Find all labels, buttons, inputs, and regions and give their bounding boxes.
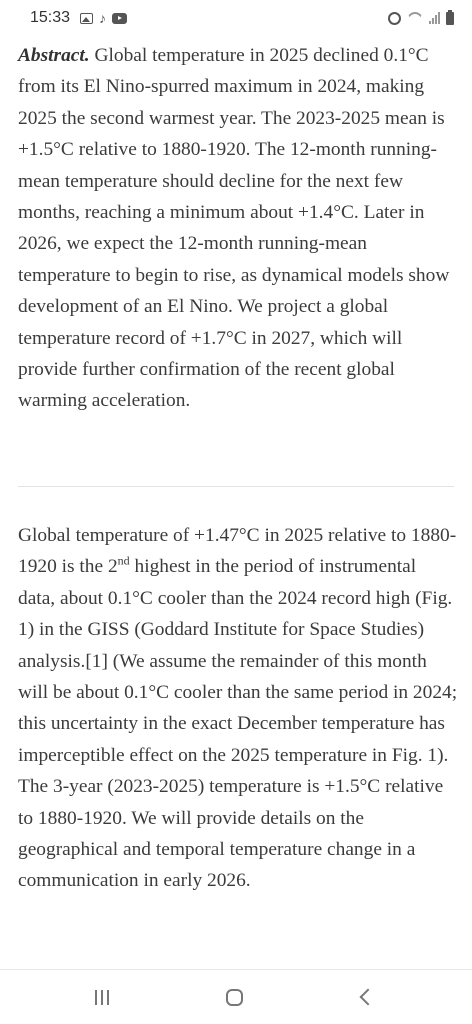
youtube-icon: [112, 13, 127, 24]
recent-apps-icon: [95, 990, 109, 1005]
abstract-text: Global temperature in 2025 declined 0.1°C from its El Nino-spurred maximum in 2024, making 2025 the second warmest year. The 2023-2025 mean is +1.5°C relative to 1880-1920. The 12-month running-mean temperature should decline for the next few months, reaching a minimum about +1.4°C. Later in 2026, we expect the 12-month running-mean temperature to begin to rise, as dynamical models show development of an El Nino. We project a global temperature record of +1.7°C in 2027, which will provide further confirmation of the recent global warming acceleration.: [18, 45, 450, 412]
back-icon: [360, 989, 377, 1006]
status-time: 15:33: [30, 9, 71, 26]
body-text-part2: highest in the period of instrumental data, about 0.1°C cooler than the 2024 record high (Fig. 1) in the GISS (Goddard Institute for Space Studies) analysis.[1] (We assume the remainder of this month will be about 0.1°C cooler than the same period in 2024; this uncertainty in the exact December temperature has imperceptible effect on the 2025 temperature in Fig. 1). The 3-year (2023-2025) temperature is +1.5°C relative to 1880-1920. We will provide details on the geographical and temporal temperature change in a communication in early 2026.: [18, 556, 458, 892]
home-button[interactable]: [214, 984, 254, 1010]
gallery-icon: [80, 13, 93, 24]
recent-apps-button[interactable]: [82, 984, 122, 1010]
status-bar: [0, 0, 472, 36]
navigation-bar: [0, 969, 472, 1024]
body-paragraph: [18, 520, 458, 897]
abstract-label: Abstract.: [18, 45, 90, 66]
status-left: [30, 9, 127, 27]
tiktok-icon: ♪: [99, 10, 107, 26]
body-section: [18, 520, 458, 897]
body-text-part1: Global temperature of +1.47°C in 2025 relative to 1880-1920 is the 2: [18, 525, 457, 578]
alarm-icon: [388, 12, 401, 25]
wifi-icon: [407, 12, 423, 24]
abstract-paragraph: [18, 40, 458, 417]
section-divider: [18, 486, 454, 487]
status-right: [388, 12, 454, 25]
abstract-section: [18, 40, 458, 417]
article-content: [18, 40, 458, 417]
signal-icon: [429, 12, 440, 24]
home-icon: [226, 989, 243, 1006]
ordinal-superscript: nd: [117, 553, 130, 568]
battery-icon: [446, 12, 454, 25]
back-button[interactable]: [346, 984, 386, 1010]
